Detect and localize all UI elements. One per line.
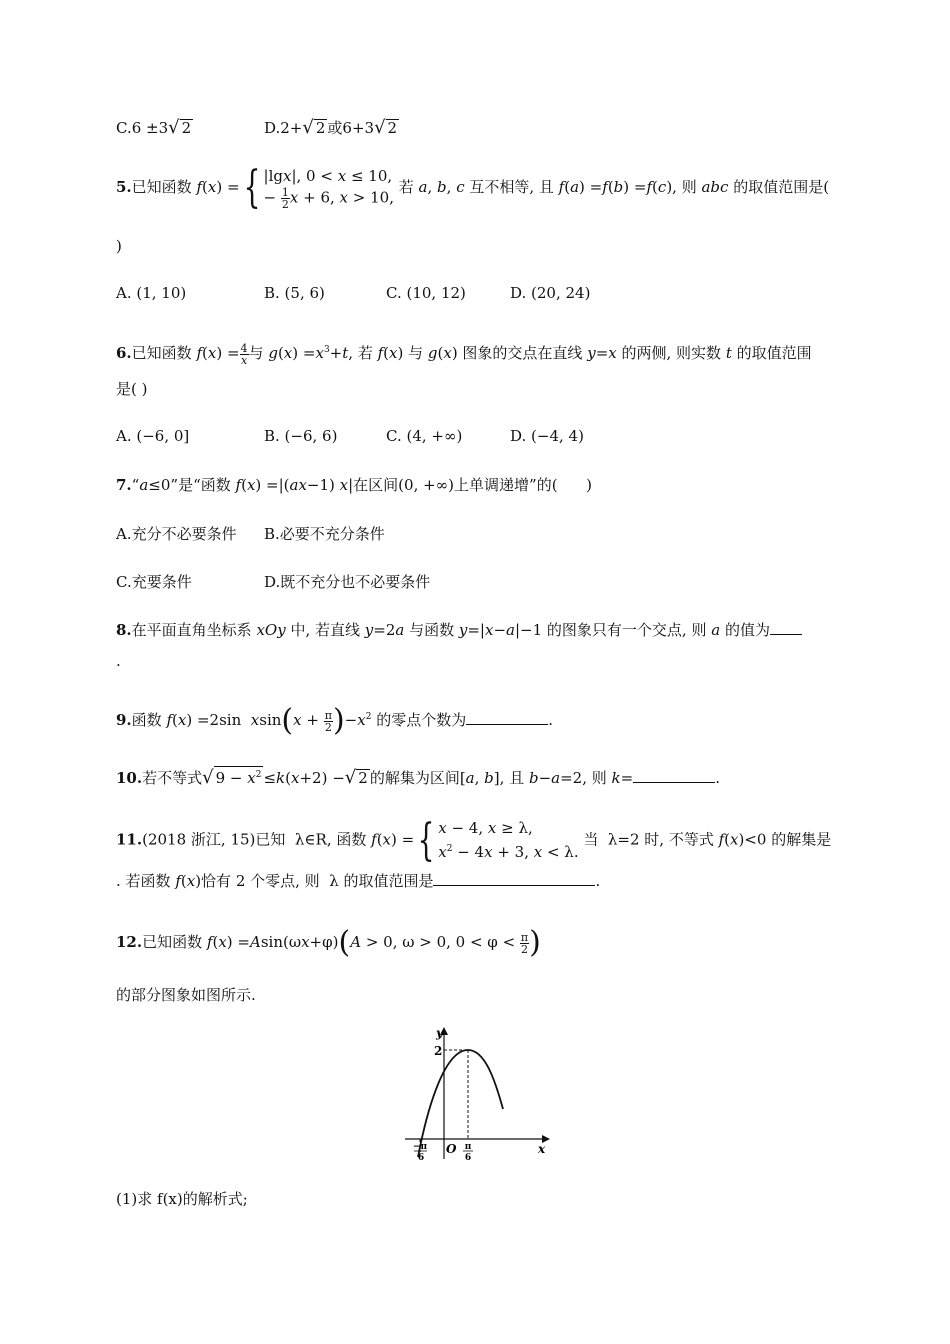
q10-radicand: $9 - x^2$ bbox=[214, 766, 264, 786]
tick-label-left bbox=[413, 1142, 428, 1163]
q4-option-d: D.2+√ 2 或6+3√ 2 bbox=[264, 117, 398, 138]
q4-option-c: C.6 ±3√ 2 bbox=[116, 117, 192, 138]
q6-option-c: C. (4, +∞) bbox=[386, 427, 463, 445]
sine-curve bbox=[418, 1050, 503, 1157]
q6-stem: 6.已知函数 f(x) = $\frac{4}{x}$ 与 $g(x) =x^3+t$, 若 f(x) 与 g(x) 图象的交点在直线 y=x 的两侧, 则实数 t 的取值范围 bbox=[116, 341, 812, 367]
q10-answer-blank[interactable] bbox=[633, 768, 715, 783]
q5-piecewise: |lgx|, 0 < x ≤ 10, − $\frac{1}{2}$ x + 6, x > 10, bbox=[263, 167, 394, 211]
q6-line2: 是( ) bbox=[116, 380, 148, 398]
q8-stem: 8.在平面直角坐标系 xOy 中, 若直线 y=2a 与函数 y=|x−a|−1 的图象只有一个交点, 则 a 的值为 bbox=[116, 620, 802, 640]
q8-answer-blank[interactable] bbox=[770, 620, 802, 635]
q11-stem: 11.(2018 浙江, 15)已知 λ∈R, 函数 f(x) ={ x − 4, x ≥ λ, $x^2 - 4x + 3$, x < λ. 当 λ=2 时, 不等式 f(x)<0 的解集是 bbox=[116, 814, 832, 866]
q7-option-b: B.必要不充分条件 bbox=[264, 525, 385, 543]
y-label: y bbox=[436, 1026, 443, 1040]
q8-line2: . bbox=[116, 652, 121, 670]
q12-stem: 12.已知函数 f(x) =Asin(ωx+φ)(A > 0, ω > 0, 0 < φ < $\frac{\pi}{2}$ ) bbox=[116, 925, 541, 960]
q12-line2: 的部分图象如图所示. bbox=[116, 986, 256, 1004]
svg-text:π: π bbox=[464, 1142, 472, 1152]
svg-text:6: 6 bbox=[417, 1153, 425, 1163]
q5-option-d: D. (20, 24) bbox=[510, 284, 591, 302]
q5-option-b: B. (5, 6) bbox=[264, 284, 325, 302]
q7-option-a: A.充分不必要条件 bbox=[116, 525, 237, 543]
q5-option-a: A. (1, 10) bbox=[116, 284, 187, 302]
q12-graph-figure bbox=[400, 1025, 550, 1169]
q5-option-c: C. (10, 12) bbox=[386, 284, 466, 302]
q6-option-a: A. (−6, 0] bbox=[116, 427, 190, 445]
svg-text:−π: −π bbox=[412, 1142, 428, 1152]
q6-option-d: D. (−4, 4) bbox=[510, 427, 584, 445]
q9-stem: 9.函数 f(x) =2sin xsin(x + $\frac{\pi}{2}$ )$-x^2$ 的零点个数为 . bbox=[116, 703, 553, 738]
tick-label-right bbox=[463, 1142, 473, 1163]
q5-stem: 5.已知函数 f(x) ={ |lgx|, 0 < x ≤ 10, − $\frac{1}{2}$ x + 6, x > 10, 若 a, b, c 互不相等, 且 f(a) =f(b) =f(c), 则 abc 的取值范围是( bbox=[116, 162, 830, 213]
x-label: x bbox=[538, 1142, 546, 1156]
origin-label: O bbox=[446, 1142, 457, 1156]
svg-text:6: 6 bbox=[464, 1153, 472, 1163]
q6-option-b: B. (−6, 6) bbox=[264, 427, 338, 445]
max-label: 2 bbox=[434, 1044, 443, 1058]
q7-option-d: D.既不充分也不必要条件 bbox=[264, 573, 431, 591]
q5-close-paren: ) bbox=[116, 237, 122, 255]
q7-option-c: C.充要条件 bbox=[116, 573, 192, 591]
q11-line2: . 若函数 f(x)恰有 2 个零点, 则 λ 的取值范围是 . bbox=[116, 872, 601, 890]
q11-piecewise: x − 4, x ≥ λ, $x^2 - 4x + 3$, x < λ. bbox=[438, 819, 579, 861]
q7-stem: 7.“a≤0”是“函数 f(x) =|(ax−1) x|在区间(0, +∞)上单调递增”的( ) bbox=[116, 476, 593, 494]
q11-answer-blank[interactable] bbox=[433, 871, 595, 886]
q9-answer-blank[interactable] bbox=[466, 710, 548, 725]
q10-stem: 10.若不等式√ $9 - x^2 \le k(x+2)$ −√ 2 的解集为区间[a, b], 且 b−a=2, 则 k= . bbox=[116, 767, 720, 788]
q12-sub1: (1)求 f(x)的解析式; bbox=[116, 1190, 248, 1208]
